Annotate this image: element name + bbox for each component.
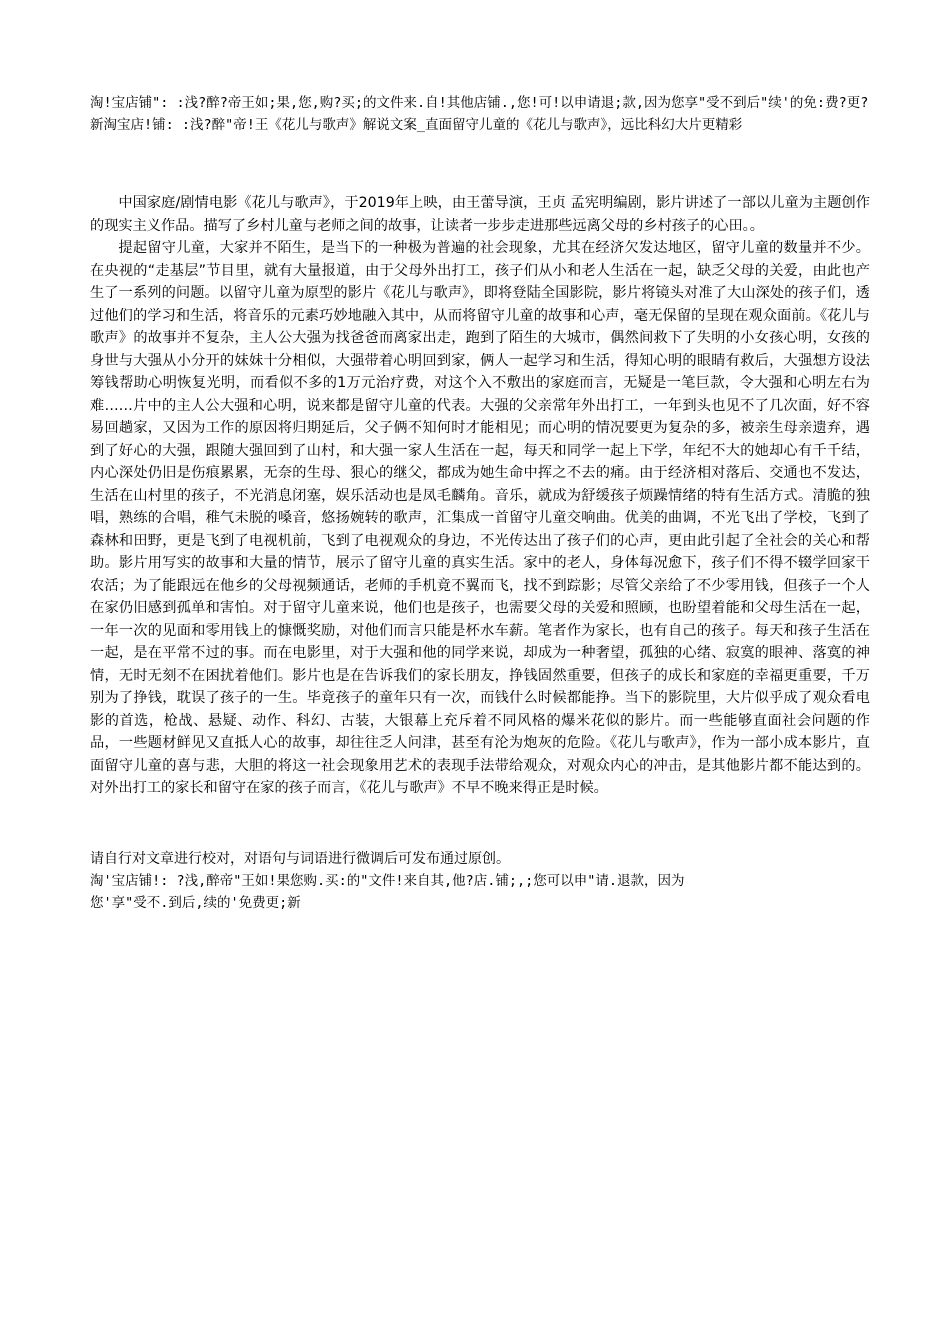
document-page bbox=[90, 92, 870, 914]
document-header: 淘!宝店铺": :浅?醉?帝王如;果,您,购?买;的文件来.自!其他店铺.,您!可!以申请退;款,因为您享"受不到后"续'的免:费?更?新淘宝店!铺: :浅?醉"帝!王《花儿与歌声》解说文案_直面留守儿童的《花儿与歌声》，远比科幻大片更精彩 bbox=[90, 95, 869, 133]
document-footer bbox=[90, 848, 870, 914]
footer-line-2: 您'享"受不.到后,续的'免费更;新 bbox=[90, 894, 301, 911]
proofread-notice: 请自行对文章进行校对，对语句与词语进行微调后可发布通过原创。 bbox=[90, 850, 510, 867]
article-paragraph-intro: 中国家庭/剧情电影《花儿与歌声》，于2019年上映，由王蕾导演，王贞 孟宪明编剧，影片讲述了一部以儿童为主题创作的现实主义作品。描写了乡村儿童与老师之间的故事，让读者一步步走进那些远离父母的乡村孩子的心田。。 bbox=[90, 195, 870, 234]
footer-line-1: 淘'宝店铺!: ?浅,醉帝"王如!果您购.买:的"文件!来自其,他?店.铺;,;您可以申"请.退款，因为 bbox=[90, 872, 685, 889]
article-body bbox=[90, 192, 870, 800]
article-paragraph-main: 提起留守儿童，大家并不陌生，是当下的一种极为普遍的社会现象，尤其在经济欠发达地区，留守儿童的数量并不少。在央视的“走基层”节目里，就有大量报道，由于父母外出打工，孩子们从小和老人生活在一起，缺乏父母的关爱，由此也产生了一系列的问题。以留守儿童为原型的影片《花儿与歌声》，即将登陆全国影院，影片将镜头对准了大山深处的孩子们，透过他们的学习和生活，将音乐的元素巧妙地融入其中，从而将留守儿童的故事和心声，毫无保留的呈现在观众面前。《花儿与歌声》的故事并不复杂，主人公大强为找爸爸而离家出走，跑到了陌生的大城市，偶然间救下了失明的小女孩心明，女孩的身世与大强从小分开的妹妹十分相似，大强带着心明回到家，俩人一起学习和生活，得知心明的眼睛有救后，大强想方设法筹钱帮助心明恢复光明，而看似不多的1万元治疗费，对这个入不敷出的家庭而言，无疑是一笔巨款，令大强和心明左右为难……片中的主人公大强和心明，说来都是留守儿童的代表。大强的父亲常年外出打工，一年到头也见不了几次面，好不容易回趟家，又因为工作的原因将归期延后，父子俩不知何时才能相见；而心明的情况要更为复杂的多，被亲生母亲遗弃，遇到了好心的大强，跟随大强回到了山村，和大强一家人生活在一起，每天和同学一起上下学，年纪不大的她却心有千千结，内心深处仍旧是伤痕累累，无奈的生母、狠心的继父，都成为她生命中挥之不去的痛。由于经济相对落后、交通也不发达，生活在山村里的孩子，不光消息闭塞，娱乐活动也是凤毛麟角。音乐，就成为舒缓孩子烦躁情绪的特有生活方式。清脆的独唱，熟练的合唱，稚气未脱的嗓音，悠扬婉转的歌声，汇集成一首留守儿童交响曲。优美的曲调，不光飞出了学校，飞到了森林和田野，更是飞到了电视机前，飞到了电视观众的身边，不光传达出了孩子们的心声，更由此引起了全社会的关心和帮助。影片用写实的故事和大量的情节，展示了留守儿童的真实生活。家中的老人，身体每况愈下，孩子们不得不辍学回家干农活；为了能跟远在他乡的父母视频通话，老师的手机竟不翼而飞，找不到踪影；尽管父亲给了不少零用钱，但孩子一个人在家仍旧感到孤单和害怕。对于留守儿童来说，他们也是孩子，也需要父母的关爱和照顾，也盼望着能和父母生活在一起，一年一次的见面和零用钱上的慷慨奖励，对他们而言只能是杯水车薪。笔者作为家长，也有自己的孩子。每天和孩子生活在一起，是在平常不过的事。而在电影里，对于大强和他的同学来说，却成为一种奢望，孤独的心绪、寂寞的眼神、落寞的神情，无时无刻不在困扰着他们。影片也是在告诉我们的家长朋友，挣钱固然重要，但孩子的成长和家庭的幸福更重要，千万别为了挣钱，耽误了孩子的一生。毕竟孩子的童年只有一次，而钱什么时候都能挣。当下的影院里，大片似乎成了观众看电影的首选，枪战、悬疑、动作、科幻、古装，大银幕上充斥着不同风格的爆米花似的影片。而一些能够直面社会问题的作品，一些题材鲜见又直抵人心的故事，却往往乏人问津，甚至有沦为炮灰的危险。《花儿与歌声》，作为一部小成本影片，直面留守儿童的喜与悲，大胆的将这一社会现象用艺术的表现手法带给观众，对观众内心的冲击，是其他影片都不能达到的。对外出打工的家长和留守在家的孩子而言，《花儿与歌声》不早不晚来得正是时候。 bbox=[90, 240, 870, 796]
